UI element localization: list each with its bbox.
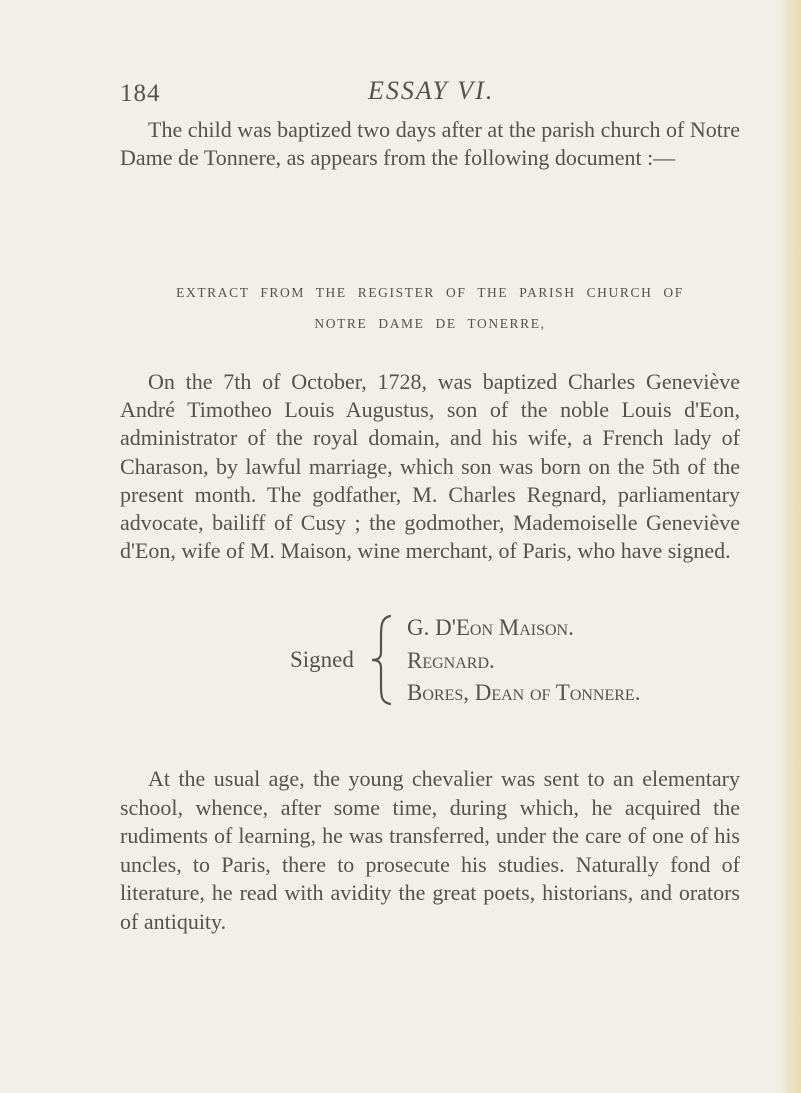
paragraph-register-entry-text: On the 7th of October, 1728, was baptized Charles Geneviève André Timotheo Louis Augustus, son of the noble Louis d'Eon, administrator of the royal domain, and his wife, a French lady of Charason, by lawful marriage, which son was born on the 5th of the present month. The godfather, M. Charles Regnard, parliamentary advocate, bailiff of Cusy ; the godmother, Mademoiselle Geneviève d'Eon, wife of M. Maison, wine merchant, of Paris, who have signed. [120,369,740,564]
page-edge [779,0,801,1093]
running-title: ESSAY VI. [368,76,495,105]
page-number: 184 [120,80,161,107]
signature-name: Regnard. [407,647,495,673]
signatures-block [290,612,750,712]
signature-name: Bores, Dean of Tonnere. [407,680,641,705]
extract-heading-line-2: NOTRE DAME DE TONERRE, [314,316,546,331]
extract-heading-line-1: EXTRACT FROM THE REGISTER OF THE PARISH CHURCH OF [176,285,684,300]
paragraph-register-entry [120,368,740,565]
signature-name: G. D'Eon Maison. [407,615,574,640]
signed-label: Signed [290,647,354,672]
brace-icon [370,614,396,706]
running-head [120,76,760,116]
paragraph-intro [120,116,740,172]
paragraph-education [120,765,740,937]
signature-names [407,612,640,710]
paragraph-intro-text: The child was baptized two days after at the parish church of Notre Dame de Tonnere, as appears from the following document :— [120,117,740,170]
paragraph-education-text: At the usual age, the young chevalier was sent to an elementary school, whence, after some time, during which, he acquired the rudiments of learning, he was transferred, under the care of one of his uncles, to Paris, there to prosecute his studies. Naturally fond of literature, he read with avidity the great poets, historians, and orators of antiquity. [120,766,740,934]
